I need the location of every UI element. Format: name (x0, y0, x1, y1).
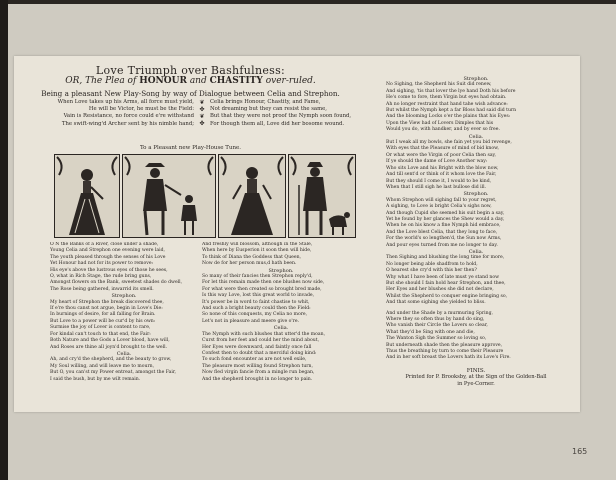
verse-line: For the world's so lengthen'd, the Sun now Arms, (386, 236, 502, 242)
tune-line: To a Pleasant new Play-House Tune. (139, 145, 242, 151)
verse-line: Surmise the joy of Lover is content to rare, (50, 325, 151, 331)
verse-line: To think of Diana the Goddess that Queen, (202, 254, 302, 260)
subtitle-or: OR, (65, 76, 83, 86)
verse-line: But they should I come it, I would to be kind, (386, 178, 492, 184)
verse-line: And such a bright beauty could then the Field: (202, 306, 311, 312)
verse-line: He's come to fore, them Virgin but eyes had obtain. (386, 95, 507, 101)
verse-line: And the blooming Locks o'er the plains that his Eyes: (386, 114, 511, 120)
verse-line: The Wanton Sigh the Summer so loving so, (386, 336, 487, 342)
verse-line: And in her soft breast the Lovers hath its Love's Fire. (386, 355, 511, 361)
verse-line: When he on his know a fine Nymph hid embrace, (386, 223, 501, 229)
argument-verse-left (36, 99, 194, 128)
speaker-heading: Celia. (273, 325, 289, 332)
ornament-brace: ❦ ✤ ❦ ✤ (199, 99, 205, 127)
verse-line: And under the Shade by a murmuring Spring, (386, 310, 494, 316)
verse-line: When Love takes up his Arms, all force must yield, (57, 99, 194, 105)
verse-line: The swift-wing'd Archer sent by his nimble hand; (61, 120, 194, 127)
imprint-line: Printed for P. Brooksby, at the Sign of the Golden-Ball (405, 374, 547, 381)
verse-line: But she should I fain hold hear Strephon, and thee, (386, 281, 506, 286)
column-c-verses (386, 82, 566, 306)
verse-line: A sighing, to Love is bright Celia's sighs now, (386, 204, 492, 210)
verse-line: Both Nature and the Gods a Lover blood, have will, (50, 338, 170, 344)
verse-line: Young Celia and Strephon one evening were laid, (50, 248, 166, 254)
verse-line: Who sits Love and his Bright with the blow now, (386, 165, 499, 171)
verse-line: Who vanish their Circle the Lovers so clear, (386, 323, 488, 329)
folio-number: 165 (572, 447, 588, 456)
verse-line: So none of this conquests, my Celia no more, (202, 312, 308, 318)
verse-line: And pour eyes turned from me no longer to day. (386, 242, 498, 248)
column-c-closing-verses (386, 311, 566, 362)
verse-line: For what were then created so brought bred made, (202, 286, 322, 292)
ballad-title: Love Triumph over Bashfulness: (95, 64, 286, 77)
verse-line: He will be Victor, he must be the Field: (88, 106, 194, 113)
verse-line: But O, you can'st my Power entreat, amongst the Fair, (50, 370, 177, 376)
verse-line: O, what in Rich Stage, the rude bring guns, (50, 274, 152, 280)
speaker-heading: Strephon. (463, 191, 489, 198)
verse-line: If e're thou canst not argue, begin in Love's Die: (50, 306, 163, 312)
verse-line: And Roses are thine all joyn'd brought to the well. (50, 344, 168, 350)
subtitle-honour: HONOUR (139, 76, 187, 86)
woodcut-lady-middle (218, 154, 286, 238)
verse-line: And the Love blest Celia, that they long to face, (386, 229, 498, 235)
speaker-heading: Celia. (116, 350, 132, 357)
verse-line: If ye should the dame of Love Another way: (386, 159, 488, 165)
verse-line: It's power be in word to faint chastise to whit, (202, 299, 310, 305)
ballad-column-b (202, 242, 360, 383)
speaker-heading: Strephon. (111, 293, 137, 300)
verse-line: With eyes that the Pleasure of mind of bid know, (386, 146, 499, 152)
subtitle-end: over-ruled. (265, 76, 316, 86)
speaker-heading: Strephon. (268, 267, 294, 274)
subtitle-mid: The Plea of (85, 76, 137, 86)
ballad-column-c (386, 76, 566, 387)
verse-line: I said the bush, but by me wilt remain. (50, 376, 141, 382)
verse-line: In burnings of desire, for all falling for Brain. (50, 312, 156, 318)
verse-line: And though Cupid she seemed his suit begin a say, (386, 210, 505, 216)
verse-line: Would you do, with handker, and by ever so free. (386, 127, 500, 133)
verse-line: Her Eyes were downward, and faintly once fall (202, 344, 312, 350)
verse-line: For let this remain made then one blushes now side, (202, 280, 325, 286)
verse-line: Not dreaming but they can resist the same, (210, 106, 327, 113)
speaker-heading: Celia. (468, 133, 484, 140)
verse-line: And the shepherd brought in no longer to pain. (202, 376, 313, 382)
subtitle-and: and (189, 76, 207, 86)
speaker-heading: Strephon. (463, 76, 489, 82)
woodcut-man-dog (288, 154, 356, 238)
verse-line: For though them all, Love did her bosome wound. (210, 120, 345, 127)
verse-line: Yet Honour had not for its power to remove: (50, 261, 154, 267)
verse-line: No Sighing, the Shepherd his Suit did renew, (386, 82, 492, 88)
ballad-subtitle (14, 76, 367, 86)
verse-line: But whilst the Nymph kept a far Bloss had said did turn (386, 108, 517, 114)
woodcut-strip (54, 154, 354, 236)
verse-line: To such fond encounter as are not well exile, (202, 357, 307, 363)
argument-verse-right (210, 99, 370, 128)
subtitle-chastity: CHASTITY (209, 76, 263, 86)
verse-line: Her Eyes and her blushes she did not declare, (386, 287, 494, 293)
verse-line: But I weak all my bowls, she fain yet you bid revenge, (386, 140, 512, 146)
verse-line: Upon the View had of Lovers Dimples that his (386, 120, 494, 126)
verse-line: The Rose being gathered, inwarrid its smell. (50, 286, 154, 292)
verse-line: Where they so often thus by hand do sing, (386, 317, 485, 323)
woodcut-man-icon (289, 155, 355, 237)
verse-line: Vain is Resistance, no force could e're withstand (63, 113, 194, 120)
verse-line: O N the Banks of a River, close under a shade, (50, 242, 159, 247)
verse-line: And till sent'd or think of it whom love the Fair, (386, 172, 497, 178)
verse-line: Whom Strephon will sighing fall to your regret, (386, 197, 497, 203)
verse-line: My heart of Strephon the break discovered thee, (50, 299, 164, 305)
verse-line: And that some sighing she yielded to bliss. (386, 300, 486, 306)
verse-line: And freshly will blossom, although in the Stale, (202, 242, 313, 247)
verse-line: When that I still sigh he last bullose did ill. (386, 184, 487, 190)
verse-line: Now de for her person mus,d hath been. (202, 261, 297, 267)
verse-line: Amongst flowers on the Bank, sweetest shades do dwell, (50, 280, 183, 286)
ballad-column-a (50, 242, 198, 383)
verse-line: Curst from her feet and could her the mind about, (202, 338, 320, 344)
verse-line: But that they were not proof the Nymph soon found, (210, 113, 352, 120)
verse-line: Why what I have been of late must ye stand now (386, 274, 500, 280)
verse-line: Is this way Love, lost this great world to invade, (202, 293, 315, 299)
verse-line: My Soul willing, and will leave me to mourn, (50, 363, 155, 369)
scan-left-edge (0, 0, 8, 480)
speaker-heading: Celia. (468, 248, 484, 255)
scan-top-edge (0, 0, 616, 4)
verse-line: Ah no longer restraint that hand tahe wish advance: (386, 101, 508, 107)
woodcut-lady-left (54, 154, 120, 238)
verse-line: His eye's above the lustrous eyes of those he sees, (50, 267, 168, 273)
verse-line: The Nymph with such blushes that utter'd the moan, (202, 331, 326, 337)
verse-line: Ah, and cry'd the shepherd, and the beauty to grow, (50, 357, 172, 363)
verse-line: Yet he found by her glances the Shew would a day, (386, 216, 505, 222)
verse-line: Confest then to doubt that a merciful doing kind: (202, 350, 317, 356)
imprint-line: in Pye-Corner. (457, 380, 495, 387)
verse-line: The youth pleased through the senses of his Love (50, 254, 166, 260)
verse-line: Thus the breathing by turn to come their Pleasure (386, 349, 504, 355)
verse-line: The pleasure most willing found Strephon turn, (202, 363, 313, 369)
verse-line: Let's not in pleasure and meere give o're. (202, 318, 300, 324)
verse-line: Or what were the Virgin of poor Celia then say, (386, 152, 497, 158)
woodcut-lady-icon (219, 155, 285, 237)
verse-line: But Love to a power will be cur'd by his own: (50, 318, 156, 324)
verse-line: Now fled virgin fancie from a mingle run began, (202, 370, 315, 376)
verse-line: When here by Eusperion it soon then will hide, (202, 248, 312, 254)
verse-line: No longer being able shadfrom to hold, (386, 261, 478, 267)
verse-line: Celia brings Honour, Chastity, and Fame, (210, 99, 321, 105)
verse-line: What they'd be Sing with one and die, (386, 329, 475, 335)
verse-line: So many of their fancies then Strephon reply'd, (202, 274, 313, 280)
verse-line: For kindal can't touch to that end, the Fair: (50, 331, 151, 337)
woodcut-gentleman-boy (122, 154, 216, 238)
woodcut-gentleman-icon (123, 155, 215, 237)
verse-line: Then Sighing and blushing the long time for more, (386, 255, 505, 261)
woodcut-lady-icon (55, 155, 119, 237)
broadside-sheet (14, 56, 580, 412)
finis-label: FINIS. (466, 367, 486, 374)
verse-line: But underneath shade then the pleasure approve, (386, 342, 503, 348)
verse-line: O hearest she cry'd with this her then? (386, 268, 477, 274)
verse-line: And sighing, 'tis that lover the lye hand Doth his before (386, 88, 516, 94)
verse-line: Whilst the Shepherd to conquer engine bringing so, (386, 293, 508, 299)
ballad-description: Being a pleasant New Play-Song by way of Dialogue between Celia and Strephon. (41, 89, 340, 98)
